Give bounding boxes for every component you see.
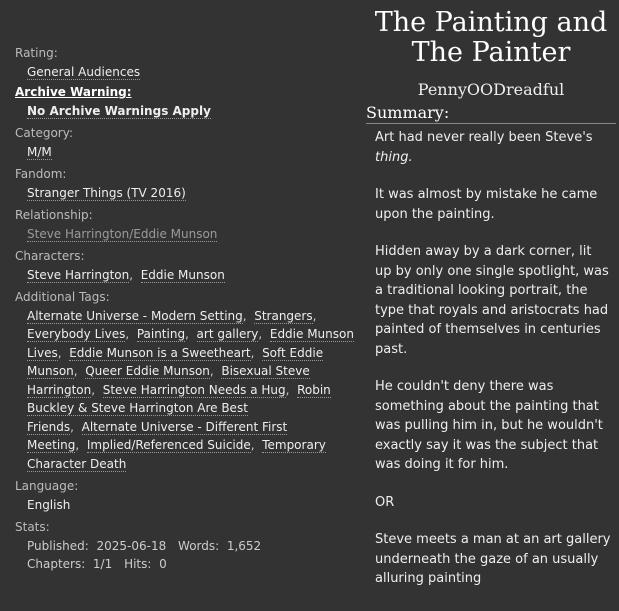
summary-paragraph: OR bbox=[375, 494, 395, 510]
freeform-tag[interactable]: Queer Eddie Munson bbox=[85, 364, 210, 378]
chapters-value: 1/1 bbox=[92, 557, 113, 571]
freeform-tag[interactable]: Soft Eddie Munson bbox=[27, 345, 324, 378]
category-tag[interactable]: M/M bbox=[27, 144, 52, 159]
language-label: Language: bbox=[15, 479, 79, 493]
words-label: Words: bbox=[178, 538, 220, 553]
freeform-tag[interactable]: Eddie Munson Lives bbox=[27, 327, 354, 360]
rating-label: Rating: bbox=[15, 46, 58, 60]
stats-row-2 bbox=[15, 555, 355, 574]
freeform-tags-list: Alternate Universe - Modern Setting, Strangers, Everybody Lives, Painting, art gallery, Eddie Munson Lives, Eddie Munson is a Sweetheart, Soft Eddie Munson, Queer Eddie Munson, Bisexual Steve Harrington, Steve Harrington Needs a Hug, Robin Buckley & Steve Harrington Are Best Friends, Alternate Universe - Different First Meeting, Implied/Referenced Suicide, Temporary Character Death bbox=[27, 308, 354, 471]
work-title[interactable] bbox=[366, 8, 616, 68]
summary-body bbox=[366, 128, 616, 589]
summary-paragraph: It was almost by mistake he came upon the painting. bbox=[375, 187, 598, 222]
summary-paragraph: Steve meets a man at an art gallery underneath the gaze of an usually alluring painting bbox=[375, 532, 611, 586]
freeform-tag[interactable]: Strangers bbox=[254, 308, 313, 323]
summary-heading: Summary: bbox=[366, 103, 616, 124]
published-label: Published: bbox=[27, 538, 89, 553]
published-value: 2025-06-18 bbox=[96, 538, 167, 553]
work-meta bbox=[15, 40, 355, 574]
summary-paragraph: He couldn't deny there was something about the painting that was pulling him in, but he wouldn't exactly say it was the subject that was doing it for him. bbox=[375, 379, 603, 472]
tags-label: Additional Tags: bbox=[15, 290, 110, 304]
warning-label[interactable]: Archive Warning: bbox=[15, 85, 132, 99]
freeform-tag[interactable]: Robin Buckley & Steve Harrington Are Best Friends bbox=[27, 382, 331, 434]
chapters-label: Chapters: bbox=[27, 557, 86, 571]
author-link[interactable]: PennyOODreadful bbox=[417, 80, 565, 99]
freeform-tag[interactable]: Implied/Referenced Suicide bbox=[86, 438, 251, 452]
character-tag[interactable]: Steve Harrington bbox=[27, 267, 130, 282]
characters-label: Characters: bbox=[15, 249, 85, 263]
work-preface bbox=[366, 8, 616, 607]
language-value: English bbox=[27, 497, 71, 512]
freeform-tag[interactable]: Alternate Universe - Modern Setting bbox=[27, 308, 243, 323]
warning-tag[interactable]: No Archive Warnings Apply bbox=[27, 103, 211, 118]
freeform-tag[interactable]: Steve Harrington Needs a Hug bbox=[102, 382, 286, 397]
category-label: Category: bbox=[15, 126, 73, 140]
hits-value: 0 bbox=[159, 557, 167, 571]
stats-row-1 bbox=[15, 537, 355, 556]
character-tag[interactable]: Eddie Munson bbox=[140, 267, 225, 282]
characters-list: Steve Harrington, Eddie Munson bbox=[27, 267, 225, 282]
freeform-tag[interactable]: art gallery bbox=[196, 327, 259, 341]
summary-paragraph: Hidden away by a dark corner, lit up by only one single spotlight, was a traditional looking portrait, the type that royals and aristocrats had painted of themselves in centuries past. bbox=[375, 244, 609, 357]
freeform-tag[interactable]: Alternate Universe - Different First Meeting bbox=[27, 419, 288, 452]
stats-label: Stats: bbox=[15, 520, 50, 534]
fandom-tag[interactable]: Stranger Things (TV 2016) bbox=[27, 185, 186, 200]
title-line-1: The Painting and bbox=[374, 7, 608, 38]
freeform-tag[interactable]: Everybody Lives bbox=[27, 327, 126, 341]
freeform-tag[interactable]: Painting bbox=[136, 327, 186, 341]
freeform-tag[interactable]: Bisexual Steve Harrington bbox=[27, 364, 310, 397]
fandom-label: Fandom: bbox=[15, 167, 67, 181]
rating-tag[interactable]: General Audiences bbox=[27, 64, 141, 79]
title-line-2: The Painter bbox=[411, 37, 571, 68]
freeform-tag[interactable]: Eddie Munson is a Sweetheart bbox=[69, 345, 251, 360]
words-value: 1,652 bbox=[226, 538, 262, 553]
relationship-tag[interactable]: Steve Harrington/Eddie Munson bbox=[27, 226, 218, 241]
summary-paragraph: Art had never really been Steve's thing. bbox=[375, 130, 593, 165]
hits-label: Hits: bbox=[124, 557, 152, 571]
freeform-tag[interactable]: Temporary Character Death bbox=[27, 438, 326, 471]
relationship-label: Relationship: bbox=[15, 208, 93, 222]
